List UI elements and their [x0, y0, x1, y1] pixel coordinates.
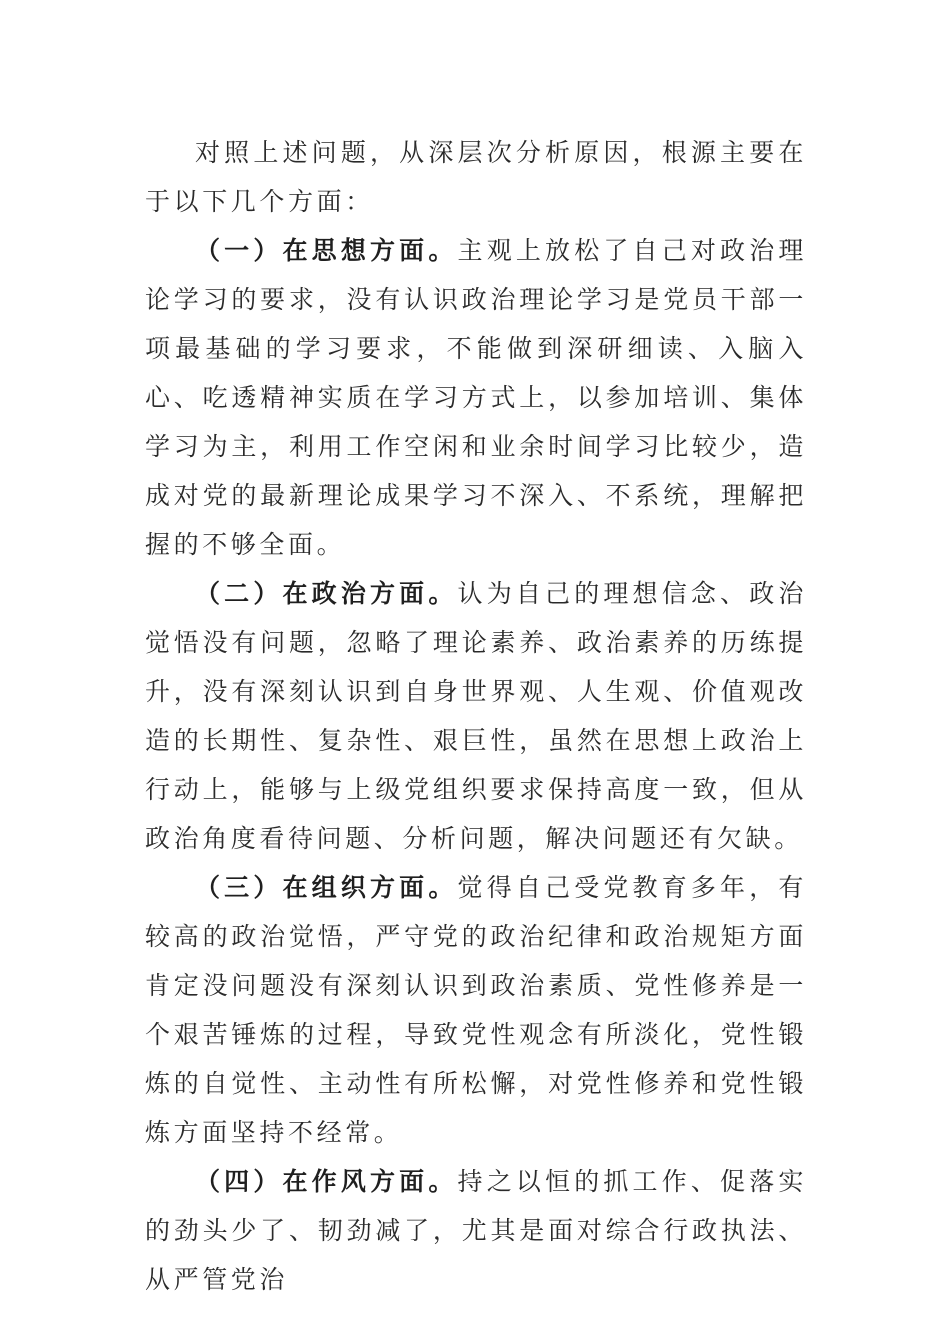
- section-heading-1: （一）在思想方面。: [195, 236, 458, 265]
- section-paragraph-2: [145, 569, 807, 863]
- intro-paragraph: 对照上述问题，从深层次分析原因，根源主要在于以下几个方面：: [145, 138, 807, 216]
- section-text-4: 持之以恒的抓工作、促落实的劲头少了、韧劲减了，尤其是面对综合行政执法、从严管党治: [145, 1167, 807, 1294]
- section-heading-4: （四）在作风方面。: [195, 1167, 458, 1196]
- section-text-1: 主观上放松了自己对政治理论学习的要求，没有认识政治理论学习是党员干部一项最基础的学习要求，不能做到深研细读、入脑入心、吃透精神实质在学习方式上，以参加培训、集体学习为主，利用工作空闲和业余时间学习比较少，造成对党的最新理论成果学习不深入、不系统，理解把握的不够全面。: [145, 236, 807, 559]
- section-heading-2: （二）在政治方面。: [195, 579, 458, 608]
- section-text-3: 觉得自己受党教育多年，有较高的政治觉悟，严守党的政治纪律和政治规矩方面肯定没问题没有深刻认识到政治素质、党性修养是一个艰苦锤炼的过程，导致党性观念有所淡化，党性锻炼的自觉性、主动性有所松懈，对党性修养和党性锻炼方面坚持不经常。: [145, 873, 807, 1147]
- document-body: [145, 128, 807, 1304]
- section-paragraph-1: [145, 226, 807, 569]
- section-heading-3: （三）在组织方面。: [195, 873, 458, 902]
- section-paragraph-3: [145, 863, 807, 1157]
- section-text-2: 认为自己的理想信念、政治觉悟没有问题，忽略了理论素养、政治素养的历练提升，没有深刻认识到自身世界观、人生观、价值观改造的长期性、复杂性、艰巨性，虽然在思想上政治上行动上，能够与上级党组织要求保持高度一致，但从政治角度看待问题、分析问题，解决问题还有欠缺。: [145, 579, 807, 853]
- section-paragraph-4: [145, 1157, 807, 1304]
